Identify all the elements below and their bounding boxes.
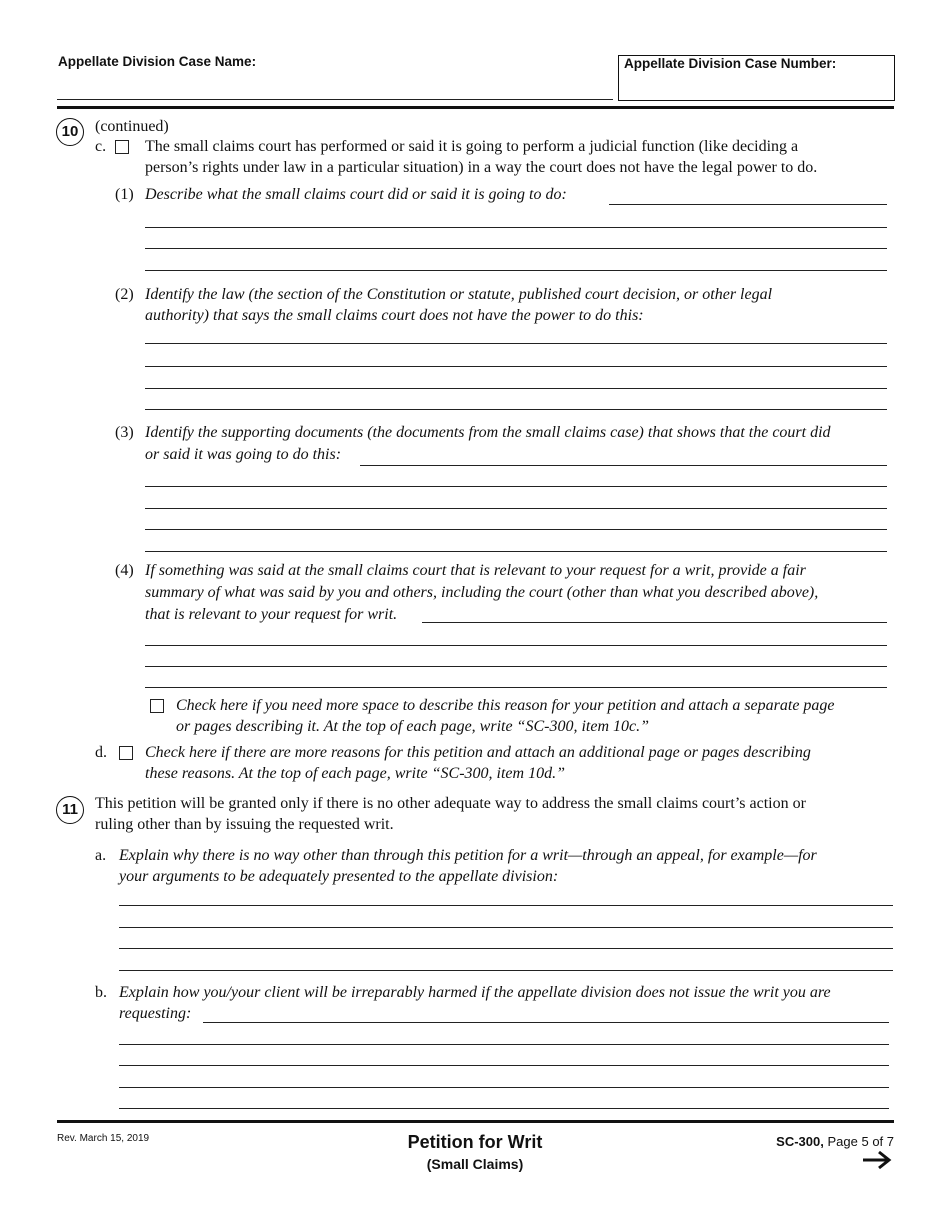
item-11-number: 11	[56, 796, 84, 824]
sub-3-answer-line[interactable]	[145, 529, 887, 530]
item-11a-answer-line[interactable]	[119, 905, 893, 906]
sub-2-text-2: authority) that says the small claims court does not have the power to do this:	[145, 307, 644, 324]
form-title: Petition for Writ	[407, 1132, 543, 1152]
item-10d-checkbox[interactable]	[119, 746, 133, 760]
continued-label: (continued)	[95, 118, 169, 135]
item-10c-text-2: person’s rights under law in a particular situation) in a way the court does not have the legal power to do.	[145, 159, 818, 176]
sub-3-text-1: Identify the supporting documents (the documents from the small claims case) that shows that the court did	[145, 424, 831, 441]
item-11b-answer-line[interactable]	[119, 1065, 889, 1066]
sub-2-number: (2)	[115, 286, 134, 303]
item-11b-answer-line[interactable]	[203, 1022, 889, 1023]
sub-3-answer-line[interactable]	[145, 551, 887, 552]
item-11-text-2: ruling other than by issuing the requested writ.	[95, 816, 394, 833]
revision-date: Rev. March 15, 2019	[57, 1133, 150, 1144]
sub-1-text: Describe what the small claims court did or said it is going to do:	[145, 186, 567, 203]
more-space-10c-text-1: Check here if you need more space to describe this reason for your petition and attach a separate page	[176, 697, 835, 714]
item-11a-answer-line[interactable]	[119, 927, 893, 928]
case-name-label: Appellate Division Case Name:	[58, 54, 257, 69]
item-11a-text-2: your arguments to be adequately presented to the appellate division:	[119, 868, 559, 885]
sub-4-text-1: If something was said at the small claims court that is relevant to your request for a writ, provide a fair	[145, 562, 806, 579]
item-11b-answer-line[interactable]	[119, 1087, 889, 1088]
sub-2-text-1: Identify the law (the section of the Constitution or statute, published court decision, or other legal	[145, 286, 773, 303]
item-11-text-1: This petition will be granted only if there is no other adequate way to address the small claims court’s action or	[95, 795, 806, 812]
sub-4-answer-line[interactable]	[422, 622, 887, 623]
sub-1-answer-line[interactable]	[145, 227, 887, 228]
case-number-box[interactable]	[618, 55, 895, 101]
sub-1-answer-line[interactable]	[609, 204, 887, 205]
item-11a-answer-line[interactable]	[119, 948, 893, 949]
item-10d-text-1: Check here if there are more reasons for this petition and attach an additional page or pages describing	[145, 744, 811, 761]
item-10c-letter: c.	[95, 138, 107, 155]
item-11b-answer-line[interactable]	[119, 1044, 889, 1045]
item-10d-text-2: these reasons. At the top of each page, write “SC-300, item 10d.”	[145, 765, 565, 782]
case-name-field-line[interactable]	[57, 99, 613, 100]
item-10c-text-1: The small claims court has performed or said it is going to perform a judicial function (like deciding a	[145, 138, 799, 155]
sub-2-answer-line[interactable]	[145, 343, 887, 344]
page-number: Page 5 of 7	[827, 1134, 894, 1149]
sub-1-number: (1)	[115, 186, 134, 203]
item-11a-letter: a.	[95, 847, 107, 864]
form-subtitle: (Small Claims)	[426, 1156, 524, 1172]
item-10c-checkbox[interactable]	[115, 140, 129, 154]
right-arrow-icon	[862, 1150, 892, 1170]
sub-4-number: (4)	[115, 562, 134, 579]
sub-1-answer-line[interactable]	[145, 248, 887, 249]
sub-2-answer-line[interactable]	[145, 388, 887, 389]
sub-3-number: (3)	[115, 424, 134, 441]
item-11a-answer-line[interactable]	[119, 970, 893, 971]
sub-4-text-2: summary of what was said by you and others, including the court (other than what you described above),	[145, 584, 819, 601]
header-divider	[57, 106, 894, 109]
footer-divider	[57, 1120, 894, 1123]
item-11a-text-1: Explain why there is no way other than through this petition for a writ—through an appeal, for example—for	[119, 847, 817, 864]
sub-1-answer-line[interactable]	[145, 270, 887, 271]
sub-3-answer-line[interactable]	[145, 508, 887, 509]
more-space-10c-checkbox[interactable]	[150, 699, 164, 713]
sub-4-answer-line[interactable]	[145, 666, 887, 667]
case-number-label: Appellate Division Case Number:	[624, 56, 837, 71]
sub-2-answer-line[interactable]	[145, 366, 887, 367]
item-11b-text-1: Explain how you/your client will be irreparably harmed if the appellate division does not issue the writ you are	[119, 984, 831, 1001]
sub-3-answer-line[interactable]	[145, 486, 887, 487]
item-10-number: 10	[56, 118, 84, 146]
sub-4-text-3: that is relevant to your request for writ.	[145, 606, 398, 623]
form-id: SC-300,	[776, 1134, 824, 1149]
sub-2-answer-line[interactable]	[145, 409, 887, 410]
page-info	[776, 1134, 894, 1149]
sub-3-text-2: or said it was going to do this:	[145, 446, 342, 463]
item-11b-letter: b.	[95, 984, 107, 1001]
sub-4-answer-line[interactable]	[145, 645, 887, 646]
item-11b-answer-line[interactable]	[119, 1108, 889, 1109]
sub-4-answer-line[interactable]	[145, 687, 887, 688]
sub-3-answer-line[interactable]	[360, 465, 887, 466]
more-space-10c-text-2: or pages describing it. At the top of each page, write “SC-300, item 10c.”	[176, 718, 649, 735]
item-11b-text-2: requesting:	[119, 1005, 192, 1022]
item-10d-letter: d.	[95, 744, 107, 761]
